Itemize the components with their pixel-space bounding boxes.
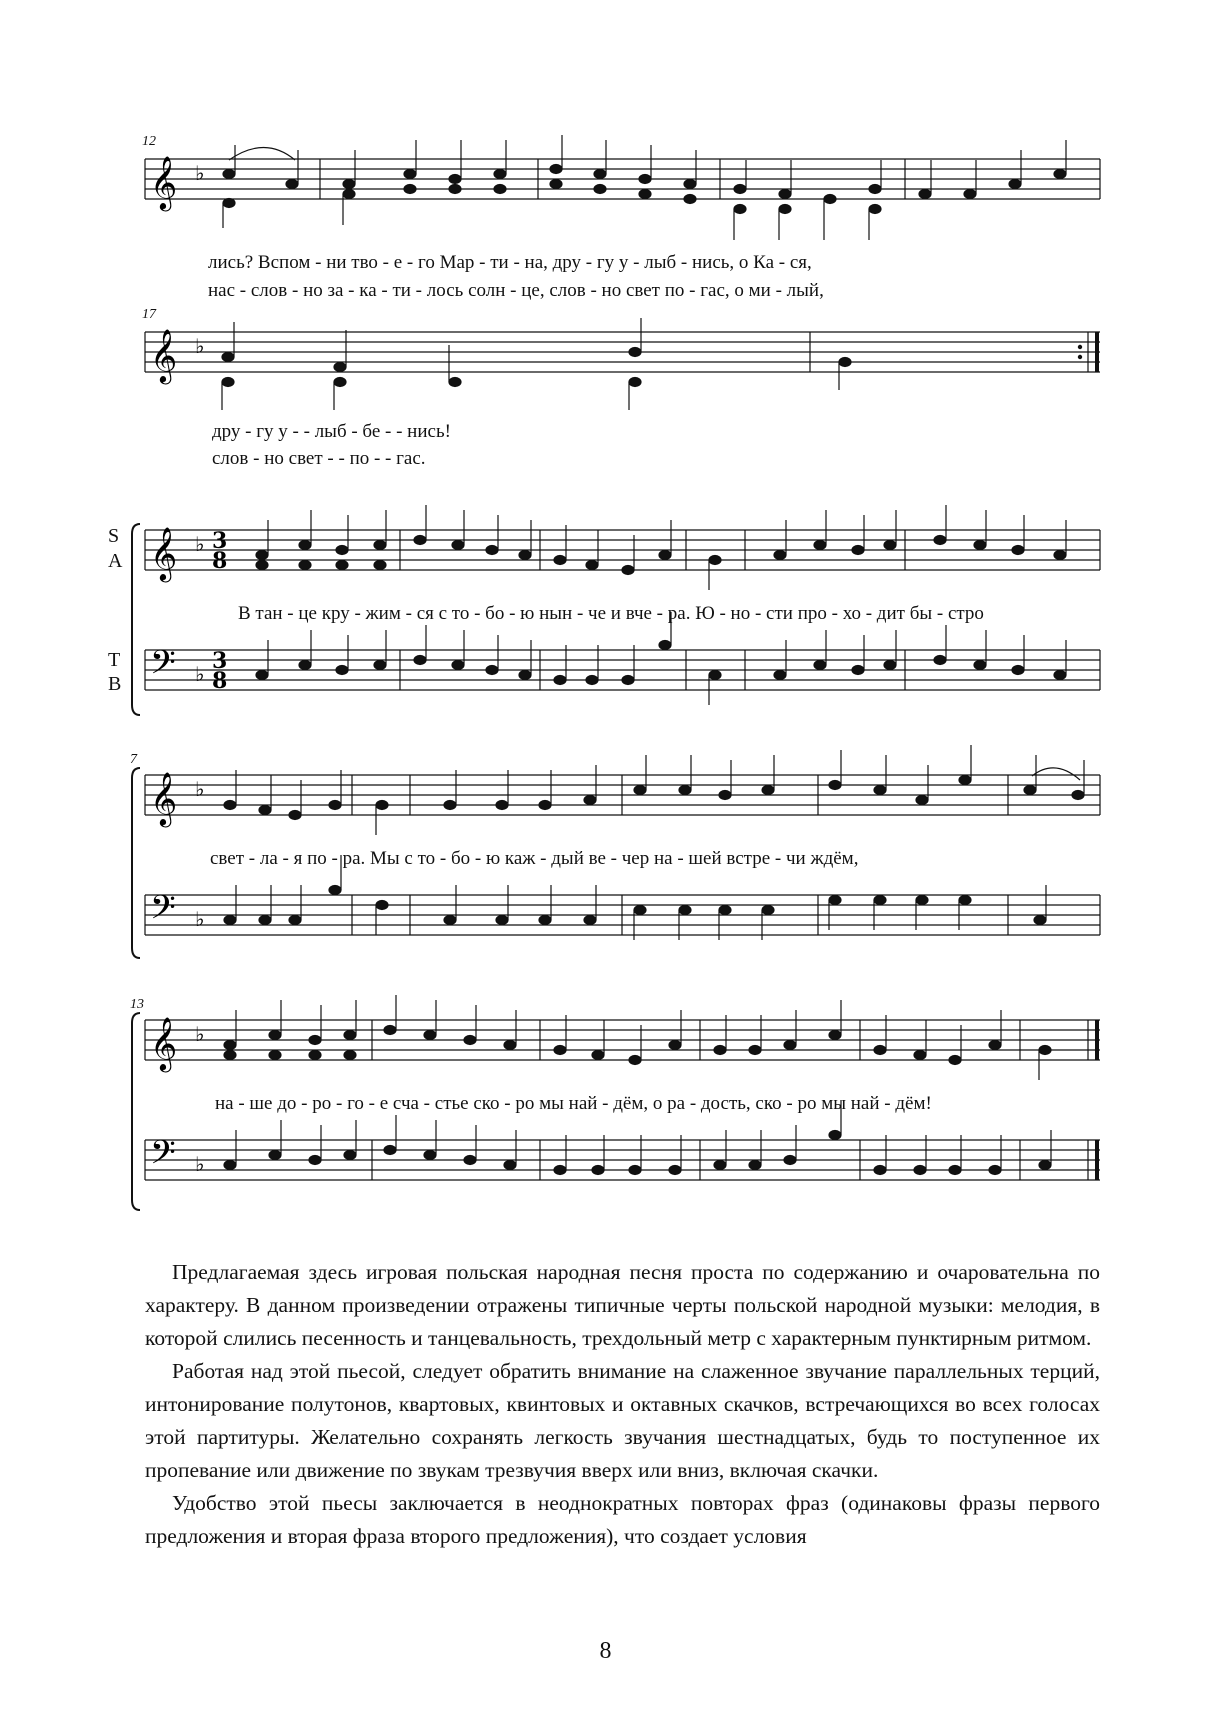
flat-icon: ♭ <box>195 907 205 931</box>
body-text <box>145 1256 1100 1553</box>
paragraph-1: Предлагаемая здесь игровая польская народная песня проста по содержанию и очаровательна по характеру. В данном произведении отражены типичные черты польской народной музыки: мелодия, в которой слились песенность и танцевальность, трехдольный метр с характерным пунктирным ритмом. <box>145 1260 1100 1350</box>
lyrics-line-1: на - ше до - ро - го - е сча - стье ско - ро мы най - дём, о ра - дость, ско - ро мы най - дём! <box>215 1093 932 1114</box>
flat-icon: ♭ <box>195 532 205 556</box>
voice-label-tenor: T <box>108 649 121 671</box>
bass-clef-icon: 𝄢 <box>150 1134 176 1180</box>
lyrics-line-1: В тан - це кру - жим - ся с то - бо - ю нын - че и вче - ра. Ю - но - сти про - хо - дит бы - стро <box>238 603 984 624</box>
time-signature-bottom: 8 <box>212 668 228 694</box>
treble-clef-icon: 𝄞 <box>150 328 178 382</box>
flat-icon: ♭ <box>195 161 205 185</box>
measure-number: 12 <box>142 134 156 149</box>
treble-clef-icon: 𝄞 <box>150 1016 178 1070</box>
lyrics-line-2: нас - слов - но за - ка - ти - лось солн - це, слов - но свет по - гас, о ми - лый, <box>208 280 824 301</box>
notes-system-5 <box>224 995 1051 1175</box>
flat-icon: ♭ <box>195 334 205 358</box>
lyrics-line-2: слов - но свет - - по - - гас. <box>212 448 426 469</box>
treble-clef-icon: 𝄞 <box>150 771 178 825</box>
lyrics-line-1: дру - гу у - - лыб - бе - - нись! <box>212 421 451 442</box>
paragraph-3: Удобство этой пьесы заключается в неоднократных повторах фраз (одинаковы фразы первого предложения и вторая фраза второго предложения), что создает условия <box>145 1491 1100 1548</box>
time-signature-top: 3 <box>212 648 228 674</box>
voice-label-bass: B <box>108 673 122 695</box>
time-signature-bottom: 8 <box>212 548 228 574</box>
treble-clef-icon: 𝄞 <box>150 155 178 209</box>
page-number: 8 <box>599 1638 612 1664</box>
voice-label-alto: A <box>108 550 123 572</box>
lyrics-line-1: свет - ла - я по - ра. Мы с то - бо - ю каж - дый ве - чер на - шей встре - чи ждём, <box>210 848 859 869</box>
flat-icon: ♭ <box>195 777 205 801</box>
flat-icon: ♭ <box>195 1152 205 1176</box>
treble-clef-icon: 𝄞 <box>150 526 178 580</box>
bass-clef-icon: 𝄢 <box>150 889 176 935</box>
measure-number: 17 <box>142 307 156 322</box>
measure-number: 7 <box>130 752 137 767</box>
voice-label-soprano: S <box>108 525 120 547</box>
lyrics-line-1: лись? Вспом - ни тво - е - го Мар - ти - на, дру - гу у - лыб - нись, о Ка - ся, <box>208 252 812 273</box>
measure-number: 13 <box>130 997 144 1012</box>
flat-icon: ♭ <box>195 1022 205 1046</box>
bass-clef-icon: 𝄢 <box>150 644 176 690</box>
flat-icon: ♭ <box>195 662 205 686</box>
time-signature-top: 3 <box>212 528 228 554</box>
paragraph-2: Работая над этой пьесой, следует обратить внимание на слаженное звучание параллельных терций, интонирование полутонов, квартовых, квинтовых и октавных скачков, встречающихся во всех голосах этой партитуры. Желательно сохранять легкость звучания шестнадцатых, будь то поступенное их пропевание или движение по звукам трезвучия вверх или вниз, включая скачки. <box>145 1359 1100 1482</box>
